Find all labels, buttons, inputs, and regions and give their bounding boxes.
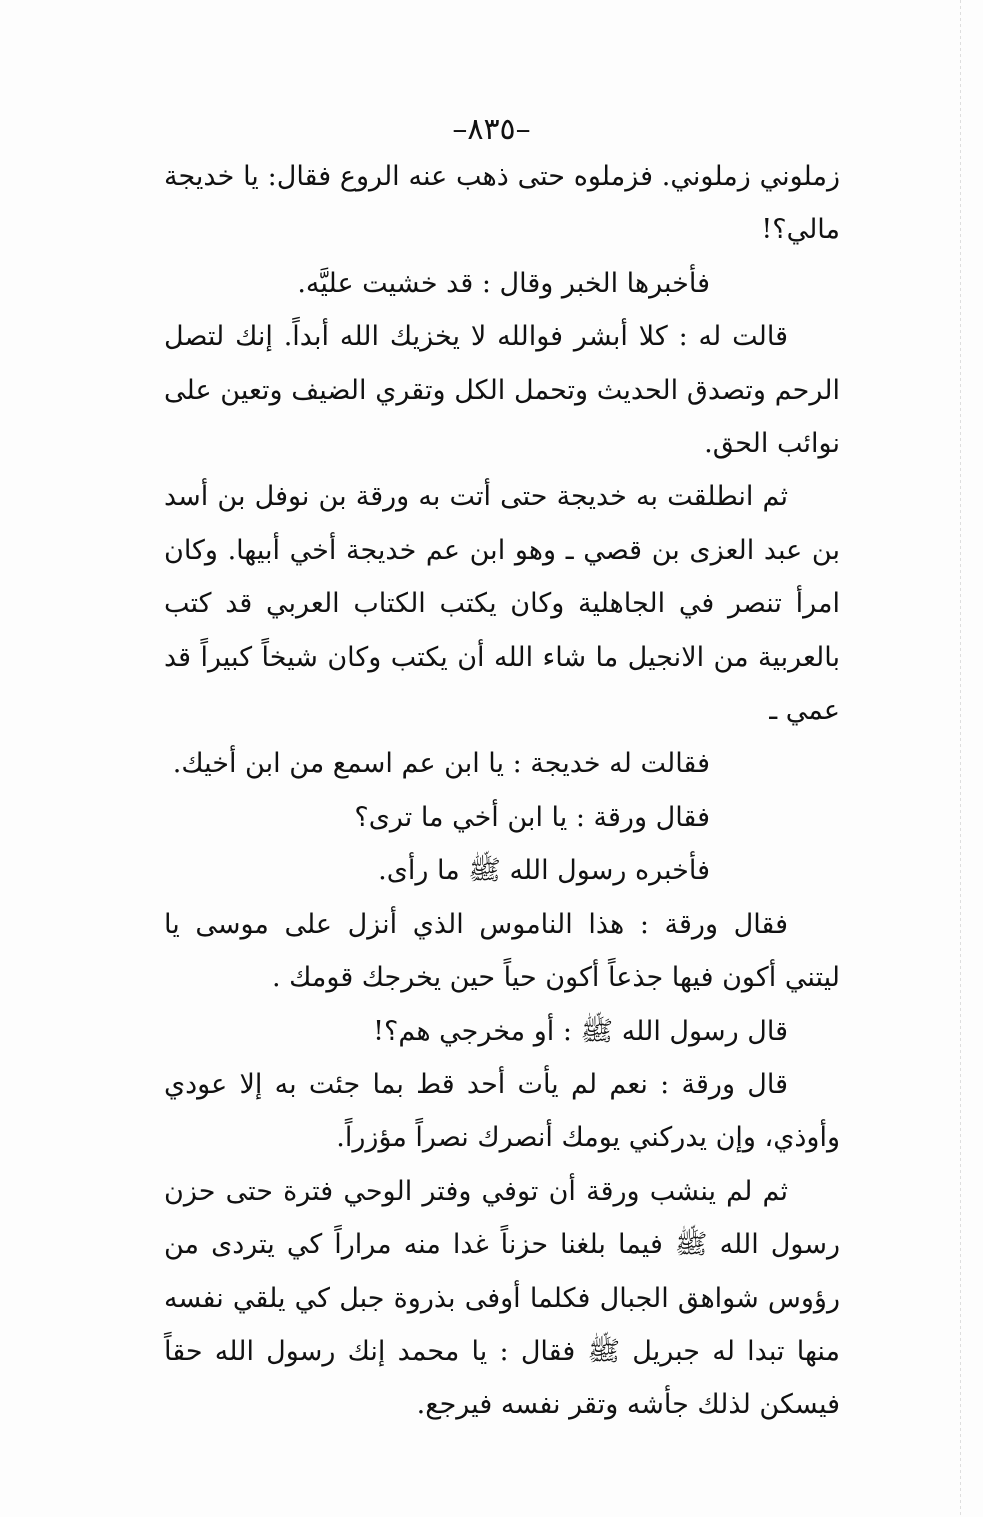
- paragraph-10: قال ورقة : نعم لم يأت أحد قط بما جئت به إلا عودي وأوذي، وإن يدركني يومك أنصرك نصراً مؤزراً.: [164, 1068, 840, 1154]
- page-edge-shadow: [960, 0, 961, 1517]
- paragraph-7: فأخبره رسول الله ﷺ ما رأى.: [378, 855, 710, 887]
- page-number: –٨٣٥–: [452, 112, 531, 147]
- paragraph-8: فقال ورقة : هذا الناموس الذي أنزل على موسى يا ليتني أكون فيها جذعاً أكون حياً حين يخرجك قومك .: [164, 908, 840, 994]
- page-body-text: [164, 150, 840, 1432]
- paragraph-3: قالت له : كلا أبشر فوالله لا يخزيك الله أبداً. إنك لتصل الرحم وتصدق الحديث وتحمل الكل وتقري الضيف وتعين على نوائب الحق.: [164, 321, 840, 460]
- paragraph-6: فقال ورقة : يا ابن أخي ما ترى؟: [354, 801, 710, 833]
- paragraph-5: فقالت له خديجة : يا ابن عم اسمع من ابن أخيك.: [172, 748, 710, 780]
- paragraph-4: ثم انطلقت به خديجة حتى أتت به ورقة بن نوفل بن أسد بن عبد العزى بن قصي ـ وهو ابن عم خديجة أخي أبيها. وكان امرأ تنصر في الجاهلية وكان يكتب الكتاب العربي قد كتب بالعربية من الانجيل ما شاء الله أن يكتب وكان شيخاً كبيراً قد عمي ـ: [164, 481, 840, 727]
- paragraph-11: ثم لم ينشب ورقة أن توفي وفتر الوحي فترة حتى حزن رسول الله ﷺ فيما بلغنا حزناً غدا منه مراراً كي يتردى من رؤوس شواهق الجبال فكلما أوفى بذروة جبل كي يلقي نفسه منها تبدا له جبريل ﷺ فقال : يا محمد إنك رسول الله حقاً فيسكن لذلك جأشه وتقر نفسه فيرجع.: [164, 1175, 840, 1421]
- paragraph-2: فأخبرها الخبر وقال : قد خشيت عليَّه.: [297, 267, 710, 299]
- paragraph-1: زملوني زملوني. فزملوه حتى ذهب عنه الروع فقال: يا خديجة مالي؟!: [164, 161, 840, 246]
- paragraph-9: قال رسول الله ﷺ : أو مخرجي هم؟!: [373, 1015, 788, 1047]
